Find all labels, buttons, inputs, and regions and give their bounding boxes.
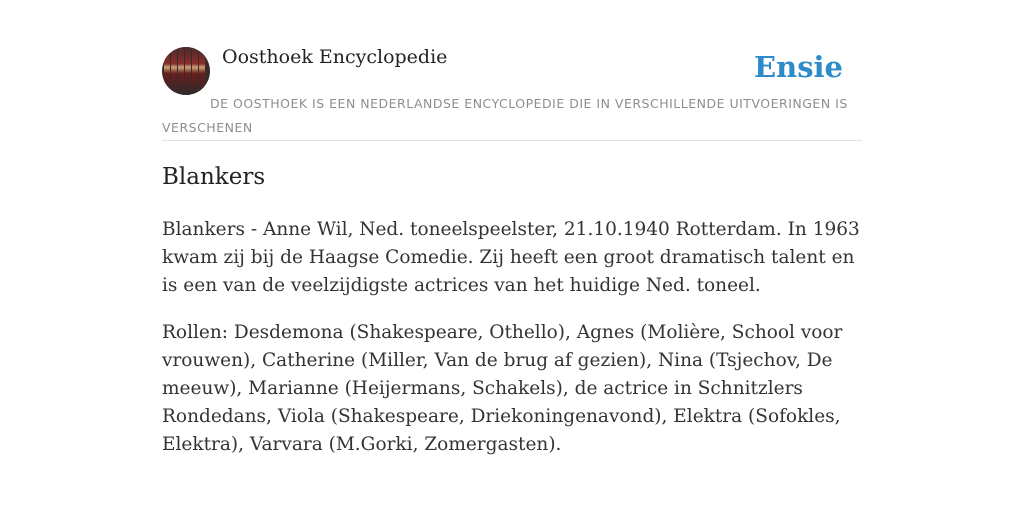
brand-logo[interactable]: Ensie	[754, 50, 843, 84]
article-card	[162, 0, 862, 455]
site-tagline-text: DE OOSTHOEK IS EEN NEDERLANDSE ENCYCLOPEDIE DIE IN VERSCHILLENDE UITVOERINGEN IS VERSCHENEN	[162, 96, 848, 135]
header	[162, 0, 862, 141]
site-tagline	[162, 92, 862, 140]
article-title: Blankers	[162, 164, 266, 190]
avatar[interactable]	[162, 47, 210, 95]
article-paragraph-1: Blankers - Anne Wil, Ned. toneelspeelster, 21.10.1940 Rotterdam. In 1963 kwam zij bij de Haagse Comedie. Zij heeft een groot dramatisch talent en is een van de veelzijdigste actrices van het huidige Ned. toneel.	[162, 219, 860, 296]
article-paragraph-2: Rollen: Desdemona (Shakespeare, Othello), Agnes (Molière, School voor vrouwen), Catherine (Miller, Van de brug af gezien), Nina (Tsjechov, De meeuw), Marianne (Heijermans, Schakels), de actrice in Schnitzlers Rondedans, Viola (Shakespeare, Driekoningenavond), Elektra (Sofokles, Elektra), Varvara (M.Gorki, Zomergasten).	[162, 322, 843, 455]
site-name[interactable]: Oosthoek Encyclopedie	[222, 46, 448, 68]
